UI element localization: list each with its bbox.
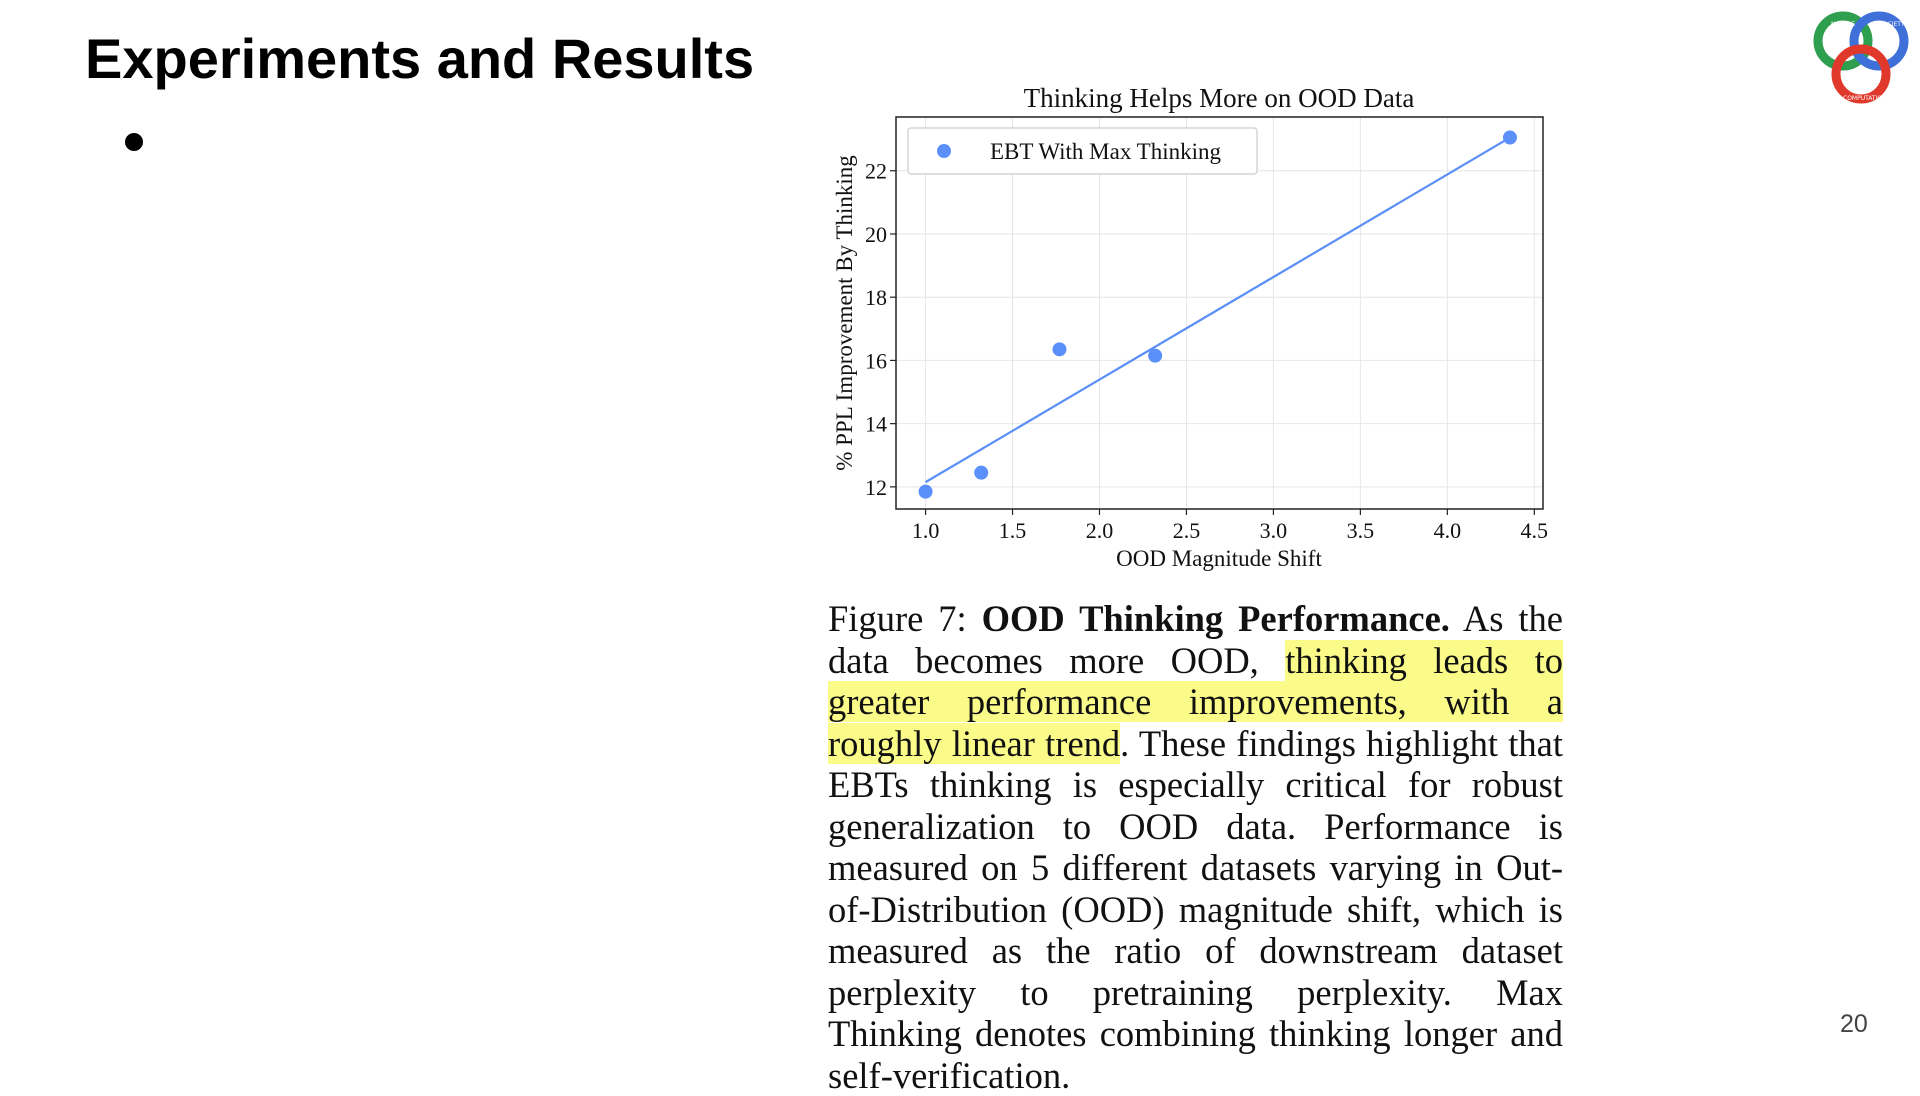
data-point [1052,342,1066,356]
figure-caption [828,598,1563,1096]
y-tick-label: 18 [865,285,887,311]
caption-label: Figure 7: [828,598,982,639]
caption-text-1: As the data becomes more OOD, [828,598,1563,681]
logo-label-society: SOCIETY [1879,21,1905,28]
legend-marker [937,144,951,158]
chart-title: Thinking Helps More on OOD Data [1023,83,1415,113]
x-tick-label: 4.5 [1520,518,1549,543]
y-axis-label: % PPL Improvement By Thinking [832,155,857,471]
y-tick-label: 16 [865,348,887,374]
caption-text-2: . These findings highlight that EBTs thinking is especially critical for robust generalization to OOD data. Performance is measured on 5 different datasets varying in Out-of-Distribution (OOD) magnitude shift, which is measured as the ratio of downstream dataset perplexity to pretraining perplexity. Max Thinking denotes combining thinking longer and self-verification. [828,722,1563,1096]
x-axis-label: OOD Magnitude Shift [1116,546,1322,571]
chart-series [919,131,1517,499]
caption-highlight: thinking leads to greater performance improvements, with a roughly linear trend [828,639,1563,764]
chart-legend [908,128,1257,174]
data-point [919,485,933,499]
data-point [974,466,988,480]
trend-line [926,138,1510,483]
x-tick-label: 2.5 [1172,518,1201,543]
caption-bold-title: OOD Thinking Performance. [981,598,1450,639]
x-tick-label: 1.5 [998,518,1027,543]
x-tick-label: 3.5 [1346,518,1375,543]
slide-title: Experiments and Results [85,27,755,90]
x-tick-label: 3.0 [1259,518,1288,543]
y-tick-label: 12 [865,474,887,500]
y-tick-label: 22 [865,158,887,184]
x-tick-label: 4.0 [1433,518,1462,543]
x-tick-label: 1.0 [911,518,940,543]
logo-label-nature: NATURE [1831,21,1856,28]
nature-society-computation-logo-icon [1805,4,1915,110]
logo-label-computation: COMPUTATION [1843,95,1887,102]
bullet-point [125,133,143,151]
x-tick-label: 2.0 [1085,518,1114,543]
legend-label: EBT With Max Thinking [990,139,1221,164]
ood-scatter-chart [820,78,1560,578]
chart-ticks [865,159,1548,543]
data-point [1503,131,1517,145]
y-tick-label: 14 [865,411,887,437]
data-point [1148,349,1162,363]
page-number: 20 [1840,1010,1868,1038]
y-tick-label: 20 [865,221,887,247]
